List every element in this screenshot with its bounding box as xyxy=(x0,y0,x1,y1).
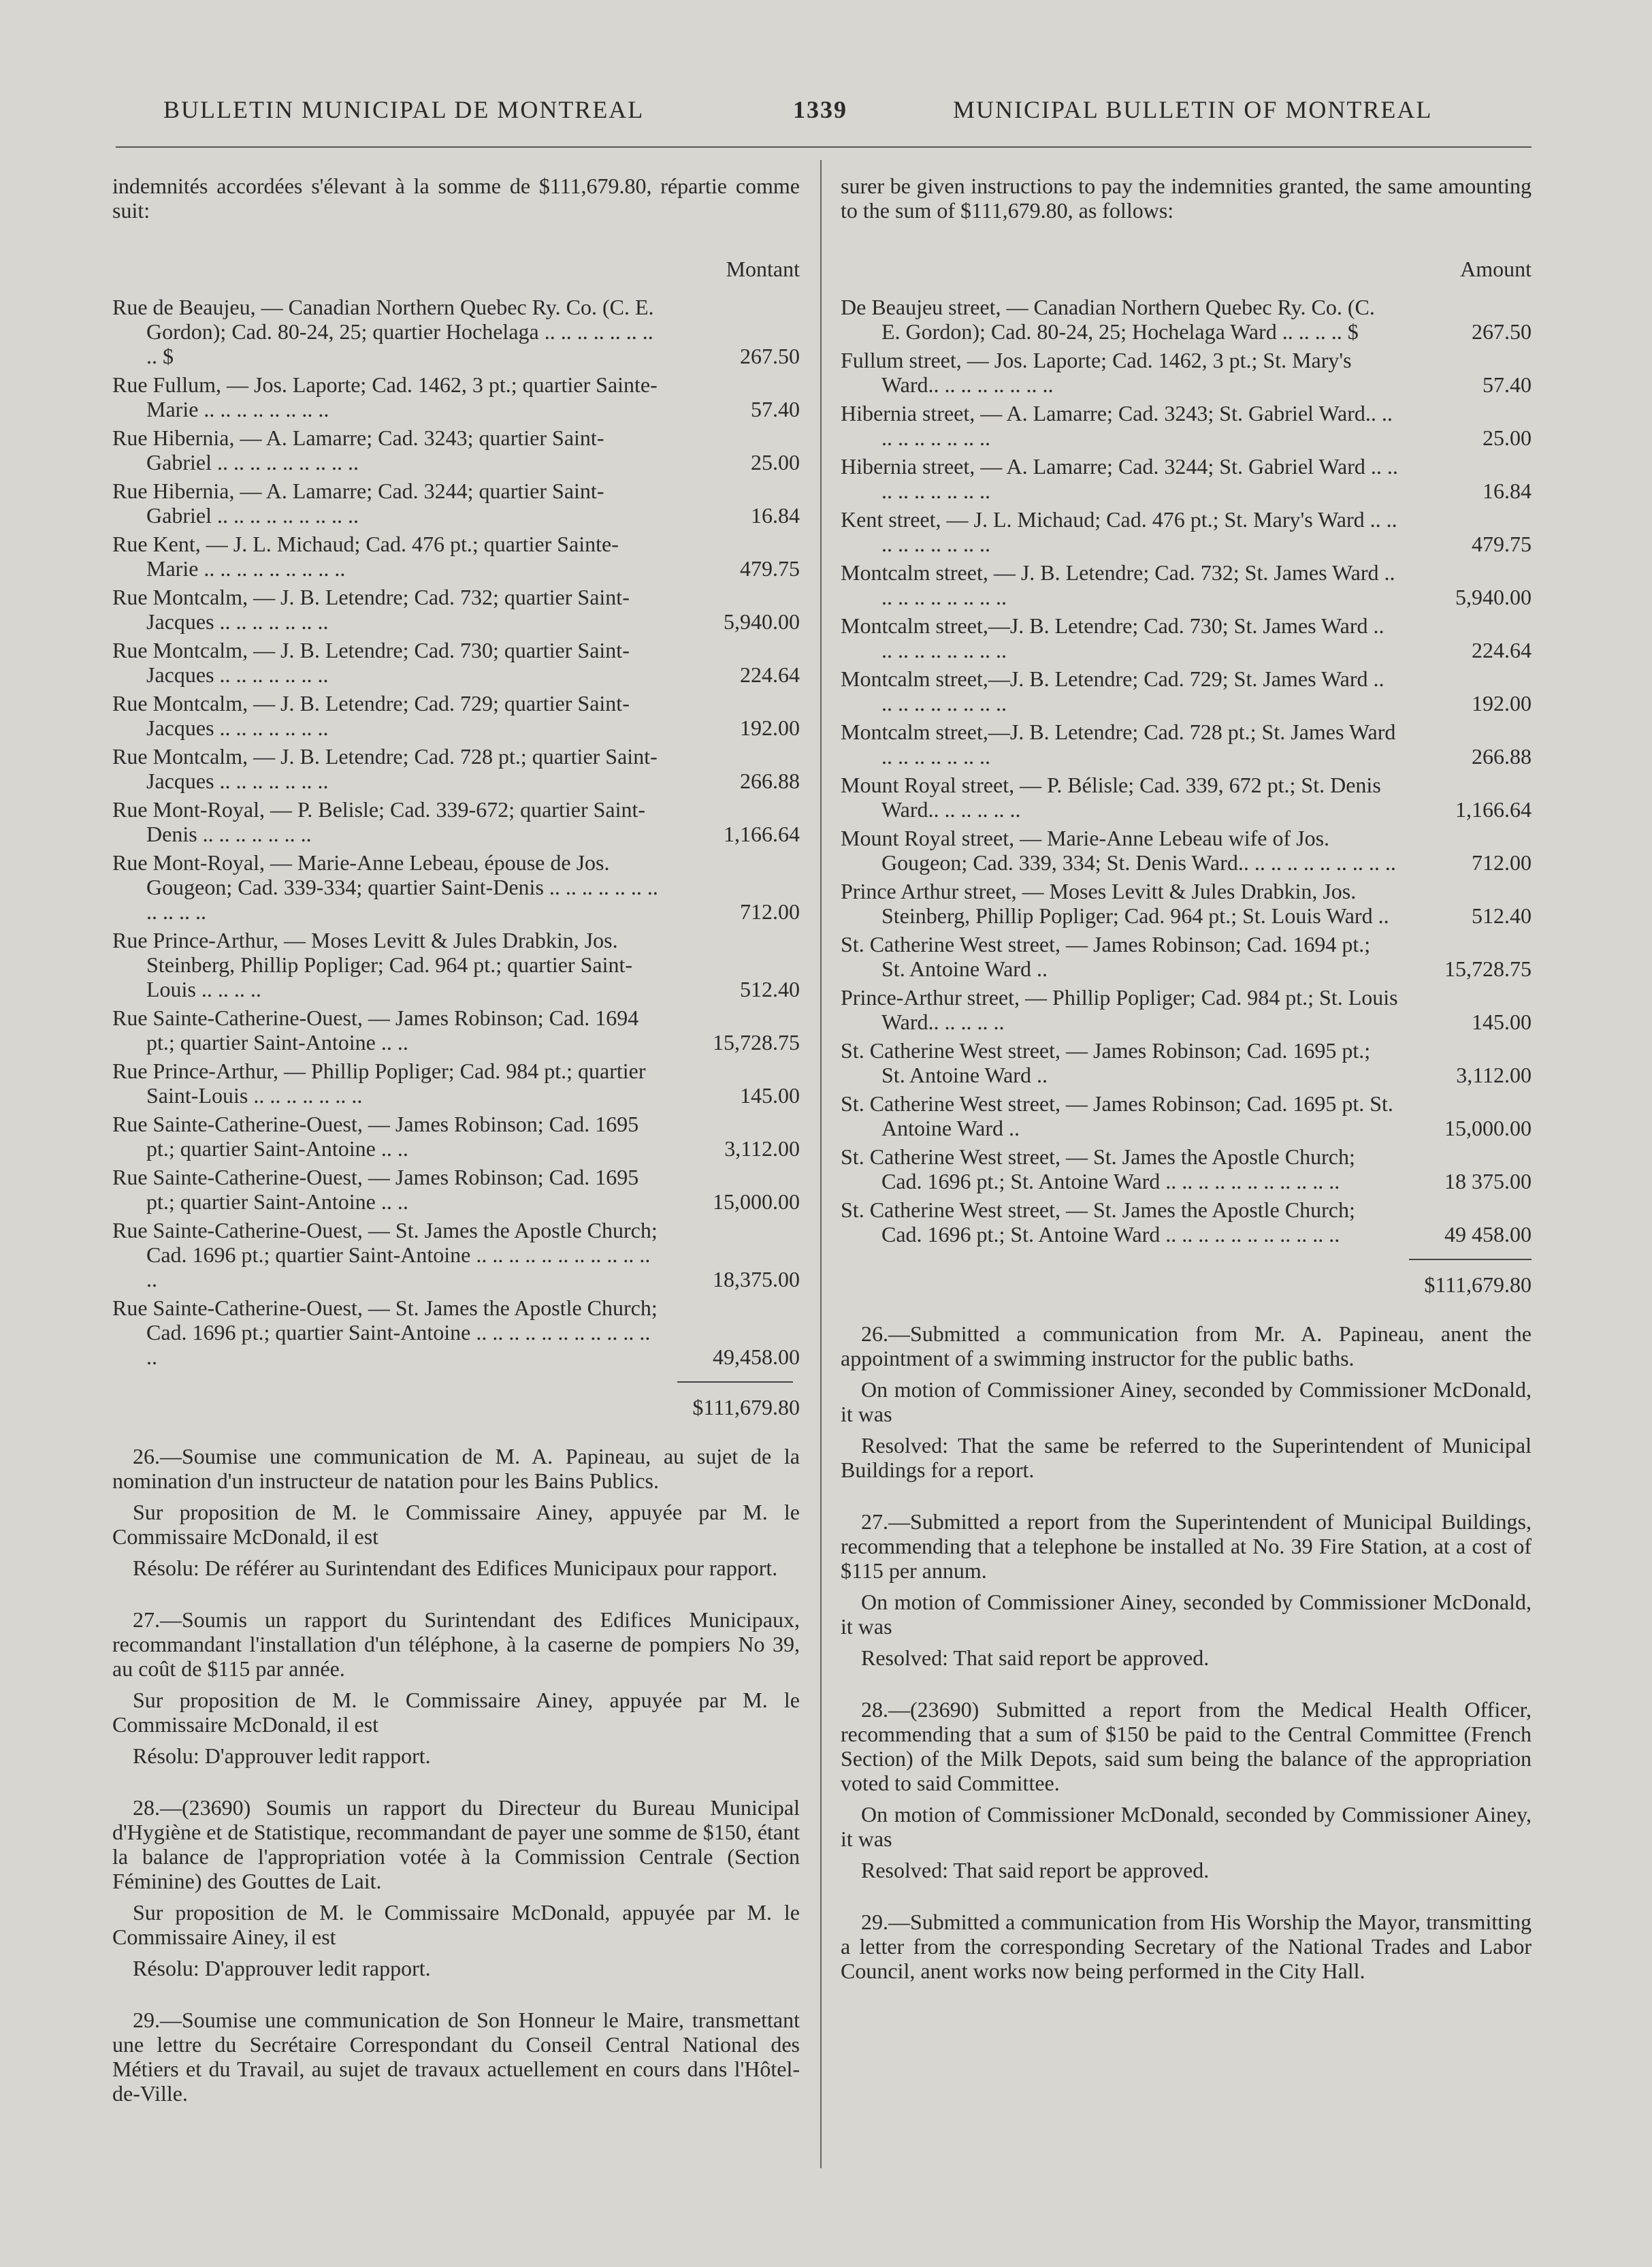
entry-description: Hibernia street, — A. Lamarre; Cad. 3243; St. Gabriel Ward.. .. .. .. .. .. .. .. .. xyxy=(841,401,1393,450)
indemnity-entry xyxy=(841,1197,1532,1247)
header-title-french: BULLETIN MUNICIPAL DE MONTREAL xyxy=(163,96,645,123)
minute-paragraph: Résolu: D'approuver ledit rapport. xyxy=(133,1956,431,1980)
entry-amount: 16.84 xyxy=(1483,479,1532,503)
entry-amount: 57.40 xyxy=(751,397,800,421)
english-items xyxy=(841,1321,1532,1983)
indemnity-entry xyxy=(841,507,1532,556)
entry-description: St. Catherine West street, — St. James the Apostle Church; Cad. 1696 pt.; St. Antoine Ward .. .. .. .. .. .. .. .. .. .. .. xyxy=(841,1144,1355,1193)
page-number: 1339 xyxy=(793,96,847,123)
indemnity-entry xyxy=(841,666,1532,716)
minute-paragraph: On motion of Commissioner Ainey, seconded by Commissioner McDonald, it was xyxy=(841,1590,1532,1639)
indemnity-entry xyxy=(841,613,1532,662)
minute-paragraph: Sur proposition de M. le Commissaire McDonald, appuyée par M. le Commissaire Ainey, il est xyxy=(112,1900,800,1949)
indemnity-entry xyxy=(112,532,800,581)
entry-amount: 145.00 xyxy=(1472,1010,1532,1034)
indemnity-entry xyxy=(841,826,1532,875)
entry-amount: 25.00 xyxy=(751,450,800,475)
indemnity-entry xyxy=(841,401,1532,450)
entry-amount: 512.40 xyxy=(740,977,800,1001)
entry-description: St. Catherine West street, — James Robinson; Cad. 1695 pt.; St. Antoine Ward .. xyxy=(841,1038,1371,1087)
minute-paragraph: On motion of Commissioner McDonald, seconded by Commissioner Ainey, it was xyxy=(841,1802,1532,1851)
english-total: $111,679.80 xyxy=(1424,1272,1532,1297)
entry-description: Rue Sainte-Catherine-Ouest, — St. James the Apostle Church; Cad. 1696 pt.; quartier Saint-Antoine .. .. .. .. .. .. .. .. .. .. .. .. xyxy=(112,1218,658,1291)
french-indemnity-list xyxy=(112,295,800,1369)
minute-paragraph: 27.—Submitted a report from the Superintendent of Municipal Buildings, recommending that a telephone be installed at No. 39 Fire Station, at a cost of $115 per annum. xyxy=(841,1509,1532,1583)
indemnity-entry xyxy=(112,850,800,924)
indemnity-entry xyxy=(841,1091,1532,1140)
indemnity-entry xyxy=(112,479,800,528)
entry-description: Rue Sainte-Catherine-Ouest, — St. James the Apostle Church; Cad. 1696 pt.; quartier Saint-Antoine .. .. .. .. .. .. .. .. .. .. .. .. xyxy=(112,1296,658,1369)
french-amount-header: Montant xyxy=(726,257,800,281)
entry-description: Kent street, — J. L. Michaud; Cad. 476 pt.; St. Mary's Ward .. .. .. .. .. .. .. .. .. xyxy=(841,507,1397,556)
entry-description: St. Catherine West street, — James Robinson; Cad. 1695 pt. St. Antoine Ward .. xyxy=(841,1091,1393,1140)
english-indemnity-list xyxy=(841,295,1532,1247)
indemnity-entry xyxy=(841,454,1532,503)
indemnity-entry xyxy=(841,720,1532,769)
indemnity-entry xyxy=(112,1006,800,1055)
french-intro: indemnités accordées s'élevant à la somme de $111,679.80, répartie comme suit: xyxy=(112,174,800,223)
minute-paragraph: Sur proposition de M. le Commissaire Ainey, appuyée par M. le Commissaire McDonald, il est xyxy=(112,1500,800,1549)
entry-description: St. Catherine West street, — St. James the Apostle Church; Cad. 1696 pt.; St. Antoine Ward .. .. .. .. .. .. .. .. .. .. .. xyxy=(841,1197,1355,1247)
indemnity-entry xyxy=(841,1144,1532,1193)
minute-paragraph: Résolu: De référer au Surintendant des Edifices Municipaux pour rapport. xyxy=(133,1556,778,1580)
indemnity-entry xyxy=(841,1038,1532,1087)
indemnity-entry xyxy=(112,1218,800,1291)
indemnity-entry xyxy=(112,691,800,740)
indemnity-entry xyxy=(841,879,1532,928)
entry-amount: 18,375.00 xyxy=(713,1267,800,1291)
entry-amount: 15,000.00 xyxy=(1444,1116,1532,1140)
entry-amount: 5,940.00 xyxy=(724,609,800,634)
entry-amount: 3,112.00 xyxy=(1456,1063,1532,1087)
minute-paragraph: Resolved: That said report be approved. xyxy=(861,1645,1210,1670)
indemnity-entry xyxy=(841,348,1532,397)
indemnity-entry xyxy=(112,1059,800,1108)
entry-amount: 25.00 xyxy=(1483,425,1532,450)
entry-description: Rue Sainte-Catherine-Ouest, — James Robinson; Cad. 1695 pt.; quartier Saint-Antoine .. .. xyxy=(112,1165,639,1214)
entry-amount: 266.88 xyxy=(740,769,800,793)
minute-paragraph: Resolved: That the same be referred to the Superintendent of Municipal Buildings for a report. xyxy=(841,1433,1532,1482)
minute-paragraph: Résolu: D'approuver ledit rapport. xyxy=(133,1743,431,1768)
entry-description: Mount Royal street, — Marie-Anne Lebeau wife of Jos. Gougeon; Cad. 339, 334; St. Denis Ward.. .. .. .. .. .. .. .. .. .. xyxy=(841,826,1396,875)
entry-description: Fullum street, — Jos. Laporte; Cad. 1462, 3 pt.; St. Mary's Ward.. .. .. .. .. .. .. .. xyxy=(841,348,1352,397)
entry-amount: 18 375.00 xyxy=(1444,1169,1532,1193)
entry-description: Rue Prince-Arthur, — Phillip Popliger; Cad. 984 pt.; quartier Saint-Louis .. .. .. .. .. .. .. xyxy=(112,1059,646,1108)
entry-amount: 266.88 xyxy=(1472,744,1532,769)
entry-description: Rue de Beaujeu, — Canadian Northern Quebec Ry. Co. (C. E. Gordon); Cad. 80-24, 25; quartier Hochelaga .. .. .. .. .. .. .. .. $ xyxy=(112,295,654,368)
entry-amount: 3,112.00 xyxy=(724,1136,800,1161)
entry-amount: 15,000.00 xyxy=(713,1189,800,1214)
english-total-rule xyxy=(1409,1259,1532,1260)
entry-amount: 192.00 xyxy=(1472,691,1532,716)
header-rule xyxy=(116,146,1532,148)
entry-amount: 224.64 xyxy=(1472,638,1532,662)
minute-paragraph: 26.—Soumise une communication de M. A. Papineau, au sujet de la nomination d'un instructeur de natation pour les Bains Publics. xyxy=(112,1444,800,1493)
entry-description: Hibernia street, — A. Lamarre; Cad. 3244; St. Gabriel Ward .. .. .. .. .. .. .. .. .. xyxy=(841,454,1398,503)
entry-amount: 712.00 xyxy=(1472,850,1532,875)
entry-amount: 479.75 xyxy=(1472,532,1532,556)
entry-description: Rue Montcalm, — J. B. Letendre; Cad. 729; quartier Saint-Jacques .. .. .. .. .. .. .. xyxy=(112,691,630,740)
entry-description: St. Catherine West street, — James Robinson; Cad. 1694 pt.; St. Antoine Ward .. xyxy=(841,932,1371,981)
indemnity-entry xyxy=(112,744,800,793)
minute-paragraph: 28.—(23690) Soumis un rapport du Directeur du Bureau Municipal d'Hygiène et de Statistique, recommandant de payer une somme de $150, étant la balance de l'appropriation votée à la Commission Centrale (Section Féminine) des Gouttes de Lait. xyxy=(112,1795,800,1893)
entry-amount: 1,166.64 xyxy=(1455,797,1532,822)
header-title-english: MUNICIPAL BULLETIN OF MONTREAL xyxy=(953,96,1433,123)
entry-description: Prince-Arthur street, — Phillip Popliger; Cad. 984 pt.; St. Louis Ward.. .. .. .. .. xyxy=(841,985,1398,1034)
french-column xyxy=(112,174,800,2112)
english-column xyxy=(841,174,1532,1990)
entry-description: Montcalm street,—J. B. Letendre; Cad. 729; St. James Ward .. .. .. .. .. .. .. .. .. xyxy=(841,666,1384,716)
entry-amount: 5,940.00 xyxy=(1455,585,1532,609)
indemnity-entry xyxy=(112,1165,800,1214)
french-items xyxy=(112,1444,800,2106)
entry-description: Rue Sainte-Catherine-Ouest, — James Robinson; Cad. 1694 pt.; quartier Saint-Antoine .. .. xyxy=(112,1006,639,1055)
english-intro: surer be given instructions to pay the indemnities granted, the same amounting to the sum of $111,679.80, as follows: xyxy=(841,174,1532,223)
indemnity-entry xyxy=(112,372,800,421)
indemnity-entry xyxy=(841,932,1532,981)
entry-description: Rue Kent, — J. L. Michaud; Cad. 476 pt.; quartier Sainte-Marie .. .. .. .. .. .. .. .. .. xyxy=(112,532,619,581)
indemnity-entry xyxy=(112,928,800,1001)
indemnity-entry xyxy=(112,797,800,846)
indemnity-entry xyxy=(112,1296,800,1369)
indemnity-entry xyxy=(841,560,1532,609)
minute-paragraph: Sur proposition de M. le Commissaire Ainey, appuyée par M. le Commissaire McDonald, il est xyxy=(112,1688,800,1737)
entry-amount: 57.40 xyxy=(1483,372,1532,397)
indemnity-entry xyxy=(112,295,800,368)
entry-description: Rue Sainte-Catherine-Ouest, — James Robinson; Cad. 1695 pt.; quartier Saint-Antoine .. .. xyxy=(112,1112,639,1161)
entry-description: Rue Hibernia, — A. Lamarre; Cad. 3244; quartier Saint-Gabriel .. .. .. .. .. .. .. .. .. xyxy=(112,479,604,528)
indemnity-entry xyxy=(841,295,1532,344)
entry-description: Prince Arthur street, — Moses Levitt & Jules Drabkin, Jos. Steinberg, Phillip Popliger; Cad. 964 pt.; St. Louis Ward .. xyxy=(841,879,1389,928)
english-amount-header: Amount xyxy=(1460,257,1532,281)
entry-amount: 267.50 xyxy=(1472,319,1532,344)
entry-amount: 512.40 xyxy=(1472,903,1532,928)
indemnity-entry xyxy=(112,1112,800,1161)
indemnity-entry xyxy=(112,585,800,634)
entry-amount: 16.84 xyxy=(751,503,800,528)
minute-paragraph: On motion of Commissioner Ainey, seconded by Commissioner McDonald, it was xyxy=(841,1377,1532,1426)
indemnity-entry xyxy=(841,773,1532,822)
column-divider xyxy=(820,160,822,2168)
entry-description: Montcalm street,—J. B. Letendre; Cad. 730; St. James Ward .. .. .. .. .. .. .. .. .. xyxy=(841,613,1384,662)
entry-amount: 192.00 xyxy=(740,716,800,740)
entry-amount: 145.00 xyxy=(740,1083,800,1108)
entry-amount: 267.50 xyxy=(740,344,800,368)
entry-description: Rue Montcalm, — J. B. Letendre; Cad. 730; quartier Saint-Jacques .. .. .. .. .. .. .. xyxy=(112,638,630,687)
entry-amount: 49 458.00 xyxy=(1444,1222,1532,1247)
entry-description: Montcalm street,—J. B. Letendre; Cad. 728 pt.; St. James Ward .. .. .. .. .. .. .. xyxy=(841,720,1396,769)
entry-amount: 224.64 xyxy=(740,662,800,687)
french-total-rule xyxy=(677,1381,793,1383)
entry-description: Rue Prince-Arthur, — Moses Levitt & Jules Drabkin, Jos. Steinberg, Phillip Popliger; Cad. 964 pt.; quartier Saint-Louis .. .. .. .. xyxy=(112,928,633,1001)
entry-amount: 479.75 xyxy=(740,556,800,581)
entry-description: Rue Montcalm, — J. B. Letendre; Cad. 732; quartier Saint-Jacques .. .. .. .. .. .. .. xyxy=(112,585,630,634)
entry-description: Mount Royal street, — P. Bélisle; Cad. 339, 672 pt.; St. Denis Ward.. .. .. .. .. .. xyxy=(841,773,1381,822)
indemnity-entry xyxy=(841,985,1532,1034)
entry-description: Montcalm street, — J. B. Letendre; Cad. 732; St. James Ward .. .. .. .. .. .. .. .. .. xyxy=(841,560,1395,609)
entry-amount: 712.00 xyxy=(740,899,800,924)
minute-paragraph: 29.—Submitted a communication from His Worship the Mayor, transmitting a letter from the corresponding Secretary of the National Trades and Labor Council, anent works now being performed in the City Hall. xyxy=(841,1910,1532,1983)
entry-amount: 49,458.00 xyxy=(713,1345,800,1369)
indemnity-entry xyxy=(112,638,800,687)
minute-paragraph: 29.—Soumise une communication de Son Honneur le Maire, transmettant une lettre du Secrétaire Correspondant du Conseil Central National des Métiers et du Travail, au sujet de travaux actuellement en cours dans l'Hôtel-de-Ville. xyxy=(112,2008,800,2106)
page-header xyxy=(116,95,1538,136)
french-total: $111,679.80 xyxy=(692,1395,800,1419)
entry-amount: 1,166.64 xyxy=(724,822,800,846)
entry-amount: 15,728.75 xyxy=(1444,956,1532,981)
indemnity-entry xyxy=(112,425,800,475)
entry-description: De Beaujeu street, — Canadian Northern Quebec Ry. Co. (C. E. Gordon); Cad. 80-24, 25; Hochelaga Ward .. .. .. .. $ xyxy=(841,295,1375,344)
minute-paragraph: 28.—(23690) Submitted a report from the Medical Health Officer, recommending that a sum of $150 be paid to the Central Committee (French Section) of the Milk Depots, said sum being the balance of the appropriation voted to said Committee. xyxy=(841,1697,1532,1795)
minute-paragraph: Resolved: That said report be approved. xyxy=(861,1858,1210,1882)
minute-paragraph: 27.—Soumis un rapport du Surintendant des Edifices Municipaux, recommandant l'installation d'un téléphone, à la caserne de pompiers No 39, au coût de $115 par année. xyxy=(112,1607,800,1681)
entry-amount: 15,728.75 xyxy=(713,1030,800,1055)
entry-description: Rue Mont-Royal, — P. Belisle; Cad. 339-672; quartier Saint-Denis .. .. .. .. .. .. .. xyxy=(112,797,646,846)
entry-description: Rue Mont-Royal, — Marie-Anne Lebeau, épouse de Jos. Gougeon; Cad. 339-334; quartier Saint-Denis .. .. .. .. .. .. .. .. .. .. .. xyxy=(112,850,658,924)
minute-paragraph: 26.—Submitted a communication from Mr. A. Papineau, anent the appointment of a swimming instructor for the public baths. xyxy=(841,1321,1532,1370)
entry-description: Rue Fullum, — Jos. Laporte; Cad. 1462, 3 pt.; quartier Sainte-Marie .. .. .. .. .. .. .. .. xyxy=(112,372,658,421)
entry-description: Rue Montcalm, — J. B. Letendre; Cad. 728 pt.; quartier Saint-Jacques .. .. .. .. .. .. .. xyxy=(112,744,658,793)
entry-description: Rue Hibernia, — A. Lamarre; Cad. 3243; quartier Saint-Gabriel .. .. .. .. .. .. .. .. .. xyxy=(112,425,604,475)
